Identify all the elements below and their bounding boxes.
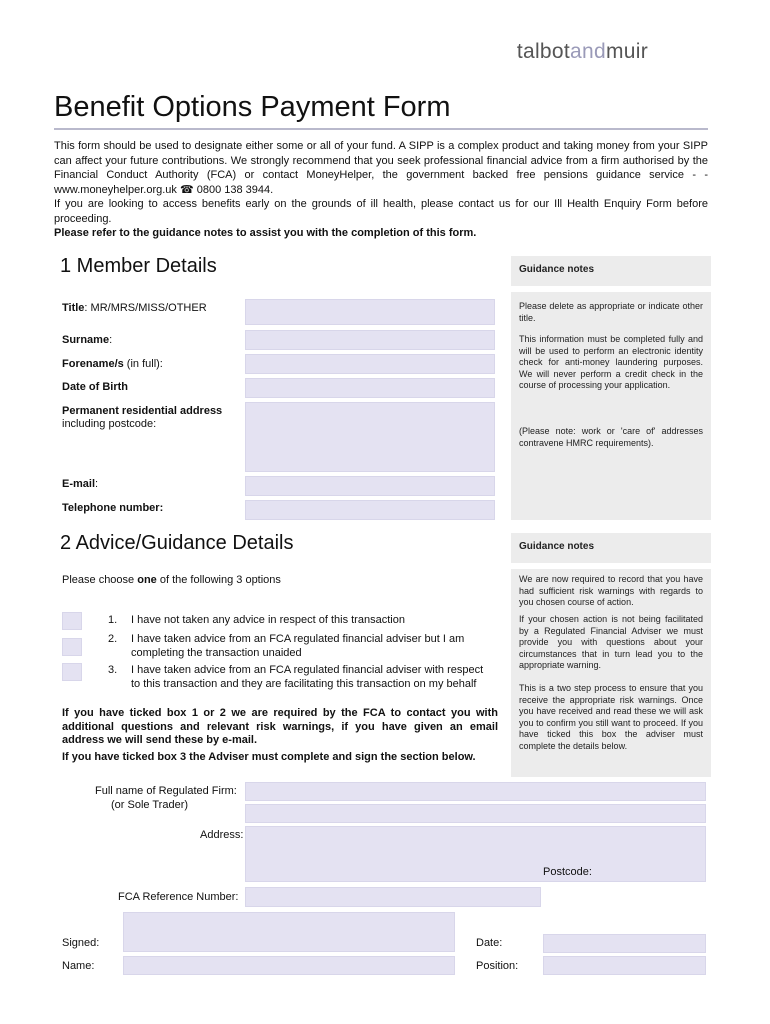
surname-label: Surname:	[62, 334, 113, 346]
intro-paragraph-2: If you are looking to access benefits early on the grounds of ill health, please contact us for our Ill Health Enquiry Form before proceeding.	[54, 198, 708, 225]
choose-instruction: Please choose one of the following 3 options	[62, 574, 281, 586]
telephone-label: Telephone number:	[62, 502, 164, 514]
firm-name-label: Full name of Regulated Firm:	[95, 785, 237, 797]
page-title: Benefit Options Payment Form	[54, 91, 451, 123]
option-2-number: 2.	[108, 633, 118, 645]
telephone-input[interactable]	[245, 500, 495, 520]
section-1-title: 1 Member Details	[60, 255, 217, 277]
option-1-text: I have not taken any advice in respect of this transaction	[131, 614, 405, 626]
section-1-guidance-title: Please delete as appropriate or indicate other title.	[519, 301, 703, 323]
firm-address-input[interactable]	[245, 826, 706, 882]
firm-name-input[interactable]	[245, 782, 706, 801]
email-input[interactable]	[245, 476, 495, 496]
postcode-label: Postcode:	[543, 866, 592, 878]
section-1-guidance-address: (Please note: work or 'care of' addresses contravene HMRC requirements).	[519, 426, 703, 448]
option-1-number: 1.	[108, 614, 118, 626]
option-3-text: I have taken advice from an FCA regulated financial adviser with respect to this transaction and they are facilitating this transaction on my behalf	[131, 664, 484, 690]
dob-label: Date of Birth	[62, 381, 128, 393]
signed-label: Signed:	[62, 937, 100, 949]
fca-reference-input[interactable]	[245, 887, 541, 907]
option-2-text: I have taken advice from an FCA regulated financial adviser but I am completing the transaction unaided	[131, 633, 465, 659]
position-label: Position:	[476, 960, 519, 972]
guidance-separator	[511, 563, 711, 569]
intro-paragraph-3: Please refer to the guidance notes to assist you with the completion of this form.	[54, 227, 477, 239]
address-input[interactable]	[245, 402, 495, 472]
firm-name-input-line-2[interactable]	[245, 804, 706, 823]
fca-reference-label: FCA Reference Number:	[118, 891, 239, 903]
option-1-checkbox[interactable]	[62, 612, 82, 630]
intro-paragraph-1: This form should be used to designate either some or all of your fund. A SIPP is a complex product and taking money from your SIPP can affect your future contributions. We strongly recommend that you seek professional financial advice from a firm authorised by the Financial Conduct Authority (FCA) or contact MoneyHelper, the government backed free pensions guidance service - - www.moneyhelper.org.uk ☎ 0800 138 3944.	[54, 140, 708, 196]
email-label: E-mail:	[62, 478, 99, 490]
intro-text	[54, 139, 708, 241]
sole-trader-label: (or Sole Trader)	[111, 799, 189, 811]
address-label: Permanent residential address including postcode:	[62, 405, 223, 430]
date-input[interactable]	[543, 934, 706, 953]
dob-input[interactable]	[245, 378, 495, 398]
box-1-2-note: If you have ticked box 1 or 2 we are required by the FCA to contact you with additional questions and relevant risk warnings, if you have given an email address we will send these by e-mail.	[62, 707, 498, 746]
section-2-guidance-record: We are now required to record that you have had sufficient risk warnings with regards to you chosen course of action.	[519, 574, 703, 607]
name-label: Name:	[62, 960, 95, 972]
company-logo: talbotandmuir	[516, 40, 648, 63]
section-2-guidance-facilitation: If your chosen action is not being facilitated by a Regulated Financial Adviser we must provide you with questions about your circumstances that in turn lead you to the appropriate warning.	[519, 614, 703, 670]
guidance-separator	[511, 286, 711, 292]
forename-label: Forename/s (in full):	[62, 358, 163, 370]
box-3-note: If you have ticked box 3 the Adviser must complete and sign the section below.	[62, 751, 476, 763]
name-input[interactable]	[123, 956, 455, 975]
signature-input[interactable]	[123, 912, 455, 952]
section-2-guidance-heading: Guidance notes	[519, 541, 595, 552]
surname-input[interactable]	[245, 330, 495, 350]
title-label: Title: MR/MRS/MISS/OTHER	[62, 302, 207, 314]
firm-address-label: Address:	[200, 829, 244, 841]
position-input[interactable]	[543, 956, 706, 975]
section-1-guidance-heading: Guidance notes	[519, 264, 595, 275]
section-2-guidance-two-step: This is a two step process to ensure that you receive the appropriate risk warnings. Once you have received and read these we will ask you to confirm you still want to proceed. If you have ticked this box the adviser must complete the details below.	[519, 683, 703, 751]
option-3-checkbox[interactable]	[62, 663, 82, 681]
forename-input[interactable]	[245, 354, 495, 374]
option-2-checkbox[interactable]	[62, 638, 82, 656]
section-1-guidance-identity: This information must be completed fully and will be used to perform an electronic identity check for anti-money laundering purposes. We will never perform a credit check in the course of processing your application.	[519, 334, 703, 390]
title-input[interactable]	[245, 299, 495, 325]
option-3-number: 3.	[108, 664, 118, 676]
title-divider	[54, 128, 708, 130]
section-2-title: 2 Advice/Guidance Details	[60, 532, 294, 554]
date-label: Date:	[476, 937, 503, 949]
